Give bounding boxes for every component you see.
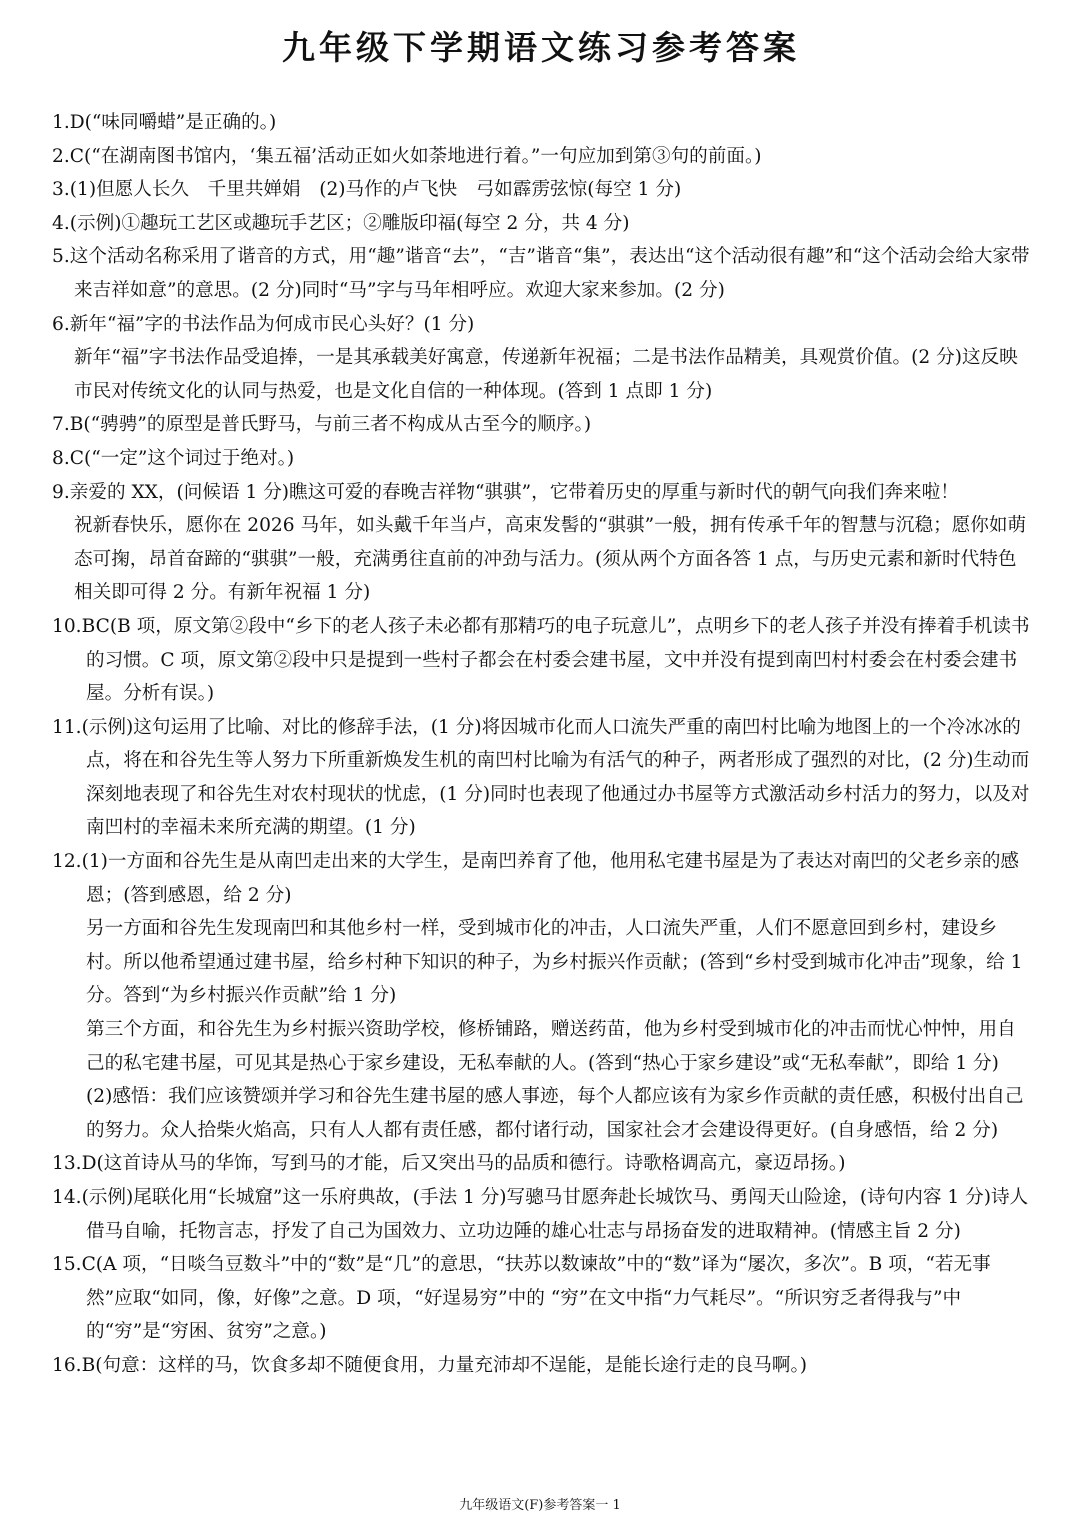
answer-number: 2. [52, 145, 70, 167]
answer-item-12 [52, 845, 1030, 1147]
answer-item-3 [52, 173, 1030, 207]
answer-number: 6. [52, 313, 70, 335]
page-title: 九年级下学期语文练习参考答案 [282, 28, 800, 67]
answer-text: (示例)这句运用了比喻、对比的修辞手法，(1 分)将因城市化而人口流失严重的南凹村比喻为地图上的一个冷冰冰的点，将在和谷先生等人努力下所重新焕发生机的南凹村比喻为有活气的种子，两者形成了强烈的对比，(2 分)生动而深刻地表现了和谷先生对农村现状的忧虑，(1 分)同时也表现了他通过办书屋等方式激活动乡村活力的努力，以及对南凹村的幸福未来所充满的期望。(1 分) [81, 716, 1030, 839]
answer-item-6 [52, 308, 1030, 409]
answer-item-5 [52, 240, 1030, 307]
answer-number: 3. [52, 179, 70, 201]
answer-paragraph: 第三个方面，和谷先生为乡村振兴资助学校，修桥铺路，赠送药苗，他为乡村受到城市化的冲击而忧心忡忡，用自己的私宅建书屋，可见其是热心于家乡建设，无私奉献的人。(答到“热心于家乡建设”或“无私奉献”，即给 1 分) [86, 1019, 1016, 1074]
answer-number: 1. [52, 112, 70, 133]
answer-item-15 [52, 1248, 1030, 1349]
answer-paragraph: 新年“福”字书法作品受追捧，一是其承载美好寓意，传递新年祝福；二是书法作品精美，具观赏价值。(2 分)这反映市民对传统文化的认同与热爱，也是文化自信的一种体现。(答到 1 点即 1 分) [74, 347, 1018, 402]
answer-number: 15. [52, 1254, 82, 1276]
answer-number: 13. [52, 1153, 82, 1175]
answer-number: 4. [52, 212, 70, 234]
answer-text: C(“在湖南图书馆内，‘集五福’活动正如火如荼地进行着。”一句应加到第③句的前面。) [69, 145, 762, 167]
answer-number: 8. [52, 447, 70, 469]
answer-text: (1)但愿人长久 千里共婵娟 (2)马作的卢飞快 弓如霹雳弦惊(每空 1 分) [69, 179, 682, 201]
answer-text: B(句意：这样的马，饮食多却不随便食用，力量充沛却不逞能，是能长途行走的良马啊。) [81, 1354, 808, 1376]
answer-text: 亲爱的 XX，(问候语 1 分)瞧这可爱的春晚吉祥物“骐骐”，它带着历史的厚重与新时代的朝气向我们奔来啦！ [69, 481, 959, 503]
answer-item-1 [52, 106, 1030, 140]
answer-text: BC(B 项，原文第②段中“乡下的老人孩子未必都有那精巧的电子玩意儿”，点明乡下的老人孩子并没有捧着手机读书的习惯。C 项，原文第②段中只是提到一些村子都会在村委会建书屋，文中并没有提到南凹村村委会在村委会建书屋。分析有误。) [81, 615, 1030, 705]
answer-text: (示例)尾联化用“长城窟”这一乐府典故，(手法 1 分)写骢马甘愿奔赴长城饮马、勇闯天山险途，(诗句内容 1 分)诗人借马自喻，托物言志，抒发了自己为国效力、立功边陲的雄心壮志与昂扬奋发的进取精神。(情感主旨 2 分) [81, 1187, 1029, 1242]
answer-number: 7. [52, 414, 70, 436]
answer-text: D(这首诗从马的华饰，写到马的才能，后又突出马的品质和德行。诗歌格调高亢，豪迈昂扬。) [81, 1153, 846, 1175]
answer-item-14 [52, 1181, 1030, 1248]
answer-number: 14. [52, 1187, 82, 1208]
answer-list [52, 106, 1030, 1383]
answer-text: 新年“福”字的书法作品为何成市民心头好？(1 分) [69, 313, 475, 335]
answer-number: 10. [52, 615, 82, 637]
answer-text: B(“骋骋”的原型是普氏野马，与前三者不构成从古至今的顺序。) [69, 414, 592, 436]
answer-text: (1)一方面和谷先生是从南凹走出来的大学生，是南凹养育了他，他用私宅建书屋是为了表达对南凹的父老乡亲的感恩；(答到感恩，给 2 分) [81, 851, 1020, 906]
answer-paragraph: (2)感悟：我们应该赞颂并学习和谷先生建书屋的感人事迹，每个人都应该有为家乡作贡献的责任感，积极付出自己的努力。众人拾柴火焰高，只有人人都有责任感，都付诸行动，国家社会才会建设得更好。(自身感悟，给 2 分) [86, 1086, 1024, 1141]
answer-text: C(“一定”这个词过于绝对。) [69, 447, 295, 469]
answer-item-2 [52, 140, 1030, 174]
page-footer: 九年级语文(F)参考答案一 1 [459, 1498, 621, 1513]
answer-number: 9. [52, 481, 70, 503]
answer-number: 11. [52, 716, 82, 738]
answer-paragraph: 另一方面和谷先生发现南凹和其他乡村一样，受到城市化的冲击，人口流失严重，人们不愿意回到乡村，建设乡村。所以他希望通过建书屋，给乡村种下知识的种子，为乡村振兴作贡献；(答到“乡村受到城市化冲击”现象，给 1 分。答到“为乡村振兴作贡献”给 1 分) [86, 918, 1023, 1007]
answer-item-13 [52, 1147, 1030, 1181]
answer-item-9 [52, 476, 1030, 610]
answer-item-11 [52, 711, 1030, 845]
answer-paragraph: 祝新春快乐，愿你在 2026 马年，如头戴千年当卢，高束发髻的“骐骐”一般，拥有传承千年的智慧与沉稳；愿你如萌态可掬，昂首奋蹄的“骐骐”一般，充满勇往直前的冲劲与活力。(须从两个方面各答 1 点，与历史元素和新时代特色相关即可得 2 分。有新年祝福 1 分) [74, 515, 1027, 604]
answer-item-10 [52, 610, 1030, 711]
answer-text: D(“味同嚼蜡”是正确的。) [69, 112, 277, 133]
answer-text: 这个活动名称采用了谐音的方式，用“趣”谐音“去”，“吉”谐音“集”，表达出“这个活动很有趣”和“这个活动会给大家带来吉祥如意”的意思。(2 分)同时“马”字与马年相呼应。欢迎大家来参加。(2 分) [69, 246, 1030, 301]
answer-text: C(A 项，“日啖刍豆数斗”中的“数”是“几”的意思，“扶苏以数谏故”中的“数”译为“屡次，多次”。B 项，“若无事然”应取“如同，像，好像”之意。D 项，“好逞易穷”中的 “穷”在文中指“力气耗尽”。“所识穷乏者得我与”中的“穷”是“穷困、贫穷”之意。) [81, 1254, 991, 1343]
answer-number: 12. [52, 851, 82, 873]
answer-text: (示例)①趣玩工艺区或趣玩手艺区；②雕版印福(每空 2 分，共 4 分) [69, 212, 630, 234]
answer-item-7 [52, 408, 1030, 442]
answer-item-16 [52, 1349, 1030, 1383]
answer-item-8 [52, 442, 1030, 476]
answer-number: 16. [52, 1354, 82, 1376]
answer-number: 5. [52, 246, 70, 268]
answer-item-4 [52, 207, 1030, 241]
